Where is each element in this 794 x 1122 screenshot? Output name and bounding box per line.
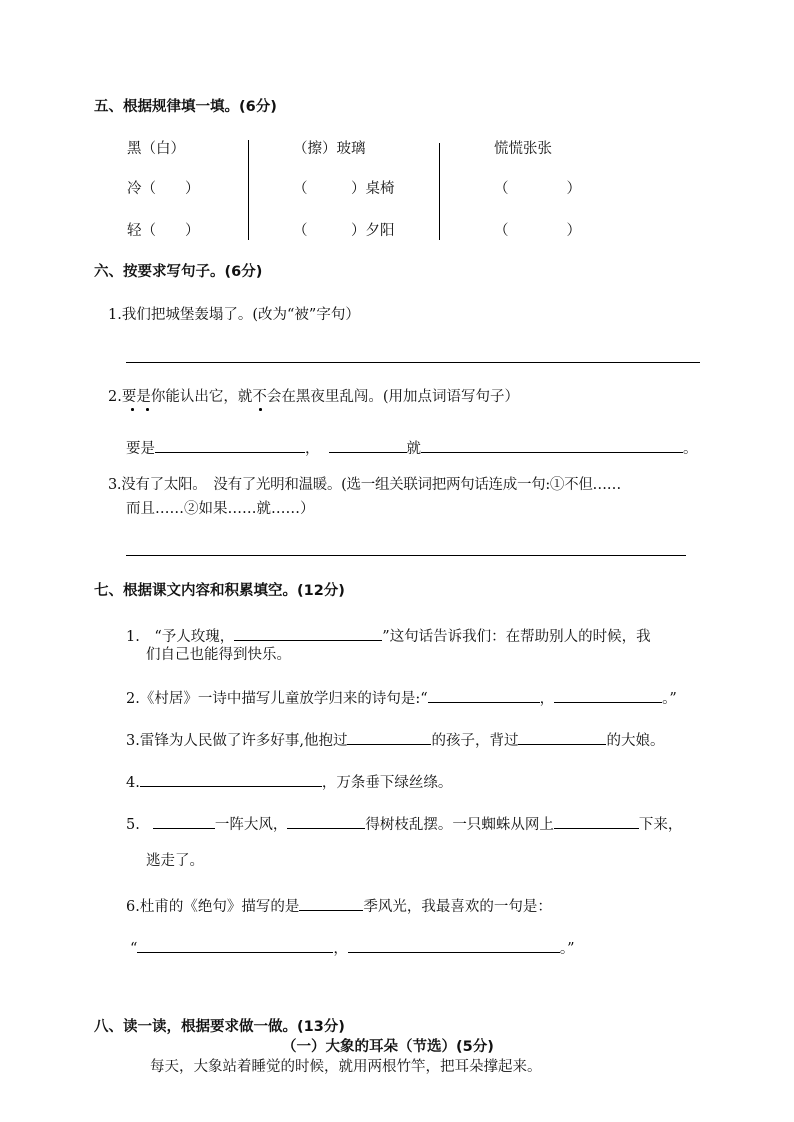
s6-q1-answer-line[interactable]: [126, 362, 700, 363]
emphasis-dot: [259, 408, 262, 411]
s7-q1-b: ”这句话告诉我们：在帮助别人的时候，我: [382, 629, 651, 645]
s6-q3-line1: 3.没有了太阳。 没有了光明和温暖。(选一组关联词把两句话连成一句:①不但……: [108, 477, 621, 493]
s7-q5-d: 下来，: [638, 817, 683, 833]
s7-q2-a: 2.《村居》一诗中描写儿童放学归来的诗句是:“: [126, 691, 428, 707]
answer-blank[interactable]: [137, 938, 333, 953]
s5-col3-row1: 慌慌张张: [494, 141, 552, 157]
s7-q3: [126, 730, 664, 749]
s5-col1-row1: 黑（白）: [127, 141, 185, 157]
s7-q6-e: 。”: [559, 941, 575, 957]
s7-q3-c: 的大娘。: [606, 733, 665, 749]
s5-col1-row2: 冷（ ）: [127, 181, 200, 197]
s7-q5-line2: 逃走了。: [146, 853, 204, 869]
s7-q1-line2: 们自己也能得到快乐。: [146, 647, 291, 663]
s5-col3-row2: （ ）: [494, 181, 581, 197]
s7-q1-line1: [126, 626, 651, 645]
s6-q3-line2: 而且……②如果……就……）: [126, 501, 315, 517]
s5-col2-row3: （ ）夕阳: [293, 223, 395, 239]
s7-q6-a: 6.杜甫的《绝句》描写的是: [126, 899, 300, 915]
s7-q4-b: ，万条垂下绿丝绦。: [321, 775, 453, 791]
answer-blank[interactable]: [518, 730, 606, 745]
s7-q5: [126, 814, 682, 833]
answer-blank[interactable]: [155, 438, 305, 453]
s7-q5-c: 得树枝乱摆。一只蜘蛛从网上: [365, 817, 554, 833]
s6-q2-c: 就: [406, 441, 421, 457]
answer-blank[interactable]: [153, 814, 215, 829]
answer-blank[interactable]: [348, 938, 560, 953]
s7-q5-b: 一阵大风，: [214, 817, 288, 833]
s6-q2-a: 要是: [126, 441, 155, 457]
s7-q5-a: 5.: [126, 817, 140, 833]
s6-q2-fill: [126, 438, 698, 457]
answer-blank[interactable]: [554, 688, 662, 703]
s7-q2-b: ，: [539, 691, 555, 707]
s5-col1-row3: 轻（ ）: [127, 223, 200, 239]
answer-blank[interactable]: [234, 626, 382, 641]
s6-q2-b: ，: [305, 441, 320, 457]
section-7-title: 七、根据课文内容和积累填空。(12分): [94, 583, 345, 599]
answer-blank[interactable]: [140, 772, 322, 787]
s7-q3-b: 的孩子，背过: [431, 733, 519, 749]
s7-q4: [126, 772, 452, 791]
answer-blank[interactable]: [287, 814, 365, 829]
s7-q6-c: “: [130, 941, 138, 957]
s5-col2-row2: （ ）桌椅: [293, 181, 395, 197]
section-5-title: 五、根据规律填一填。(6分): [94, 99, 277, 115]
s7-q6-d: ，: [333, 941, 348, 957]
s7-q4-a: 4.: [126, 775, 140, 791]
s7-q2-c: 。”: [662, 691, 677, 707]
passage-title: （一）大象的耳朵（节选）(5分): [282, 1039, 494, 1055]
section-8-title: 八、读一读，根据要求做一做。(13分): [94, 1019, 345, 1035]
answer-blank[interactable]: [329, 438, 407, 453]
answer-blank[interactable]: [347, 730, 431, 745]
answer-blank[interactable]: [428, 688, 540, 703]
s7-q3-a: 3.雷锋为人民做了许多好事,他抱过: [126, 733, 348, 749]
s7-q1-a: 1. “予人玫瑰，: [126, 629, 235, 645]
answer-blank[interactable]: [421, 438, 683, 453]
section-6-title: 六、按要求写句子。(6分): [94, 264, 263, 280]
s6-q1: 1.我们把城堡轰塌了。(改为“被”字句）: [108, 307, 360, 323]
s7-q6-b: 季风光，我最喜欢的一句是：: [363, 899, 552, 915]
s5-col3-row3: （ ）: [494, 223, 581, 239]
passage-paragraph: 每天，大象站着睡觉的时候，就用两根竹竿，把耳朵撑起来。: [150, 1059, 542, 1075]
emphasis-dot: [146, 408, 149, 411]
s7-q6-line2: [130, 938, 575, 957]
s6-q2: 2.要是你能认出它，就不会在黑夜里乱闯。(用加点词语写句子）: [108, 389, 519, 405]
s5-divider-1: [248, 140, 249, 240]
s5-col2-row1: （擦）玻璃: [293, 141, 366, 157]
answer-blank[interactable]: [554, 814, 639, 829]
s6-q2-d: 。: [683, 441, 698, 457]
s7-q2: [126, 688, 677, 707]
emphasis-dot: [131, 408, 134, 411]
s7-q6: [126, 896, 552, 915]
s5-divider-2: [439, 143, 440, 240]
s6-q3-answer-line[interactable]: [126, 555, 686, 556]
answer-blank[interactable]: [299, 896, 363, 911]
